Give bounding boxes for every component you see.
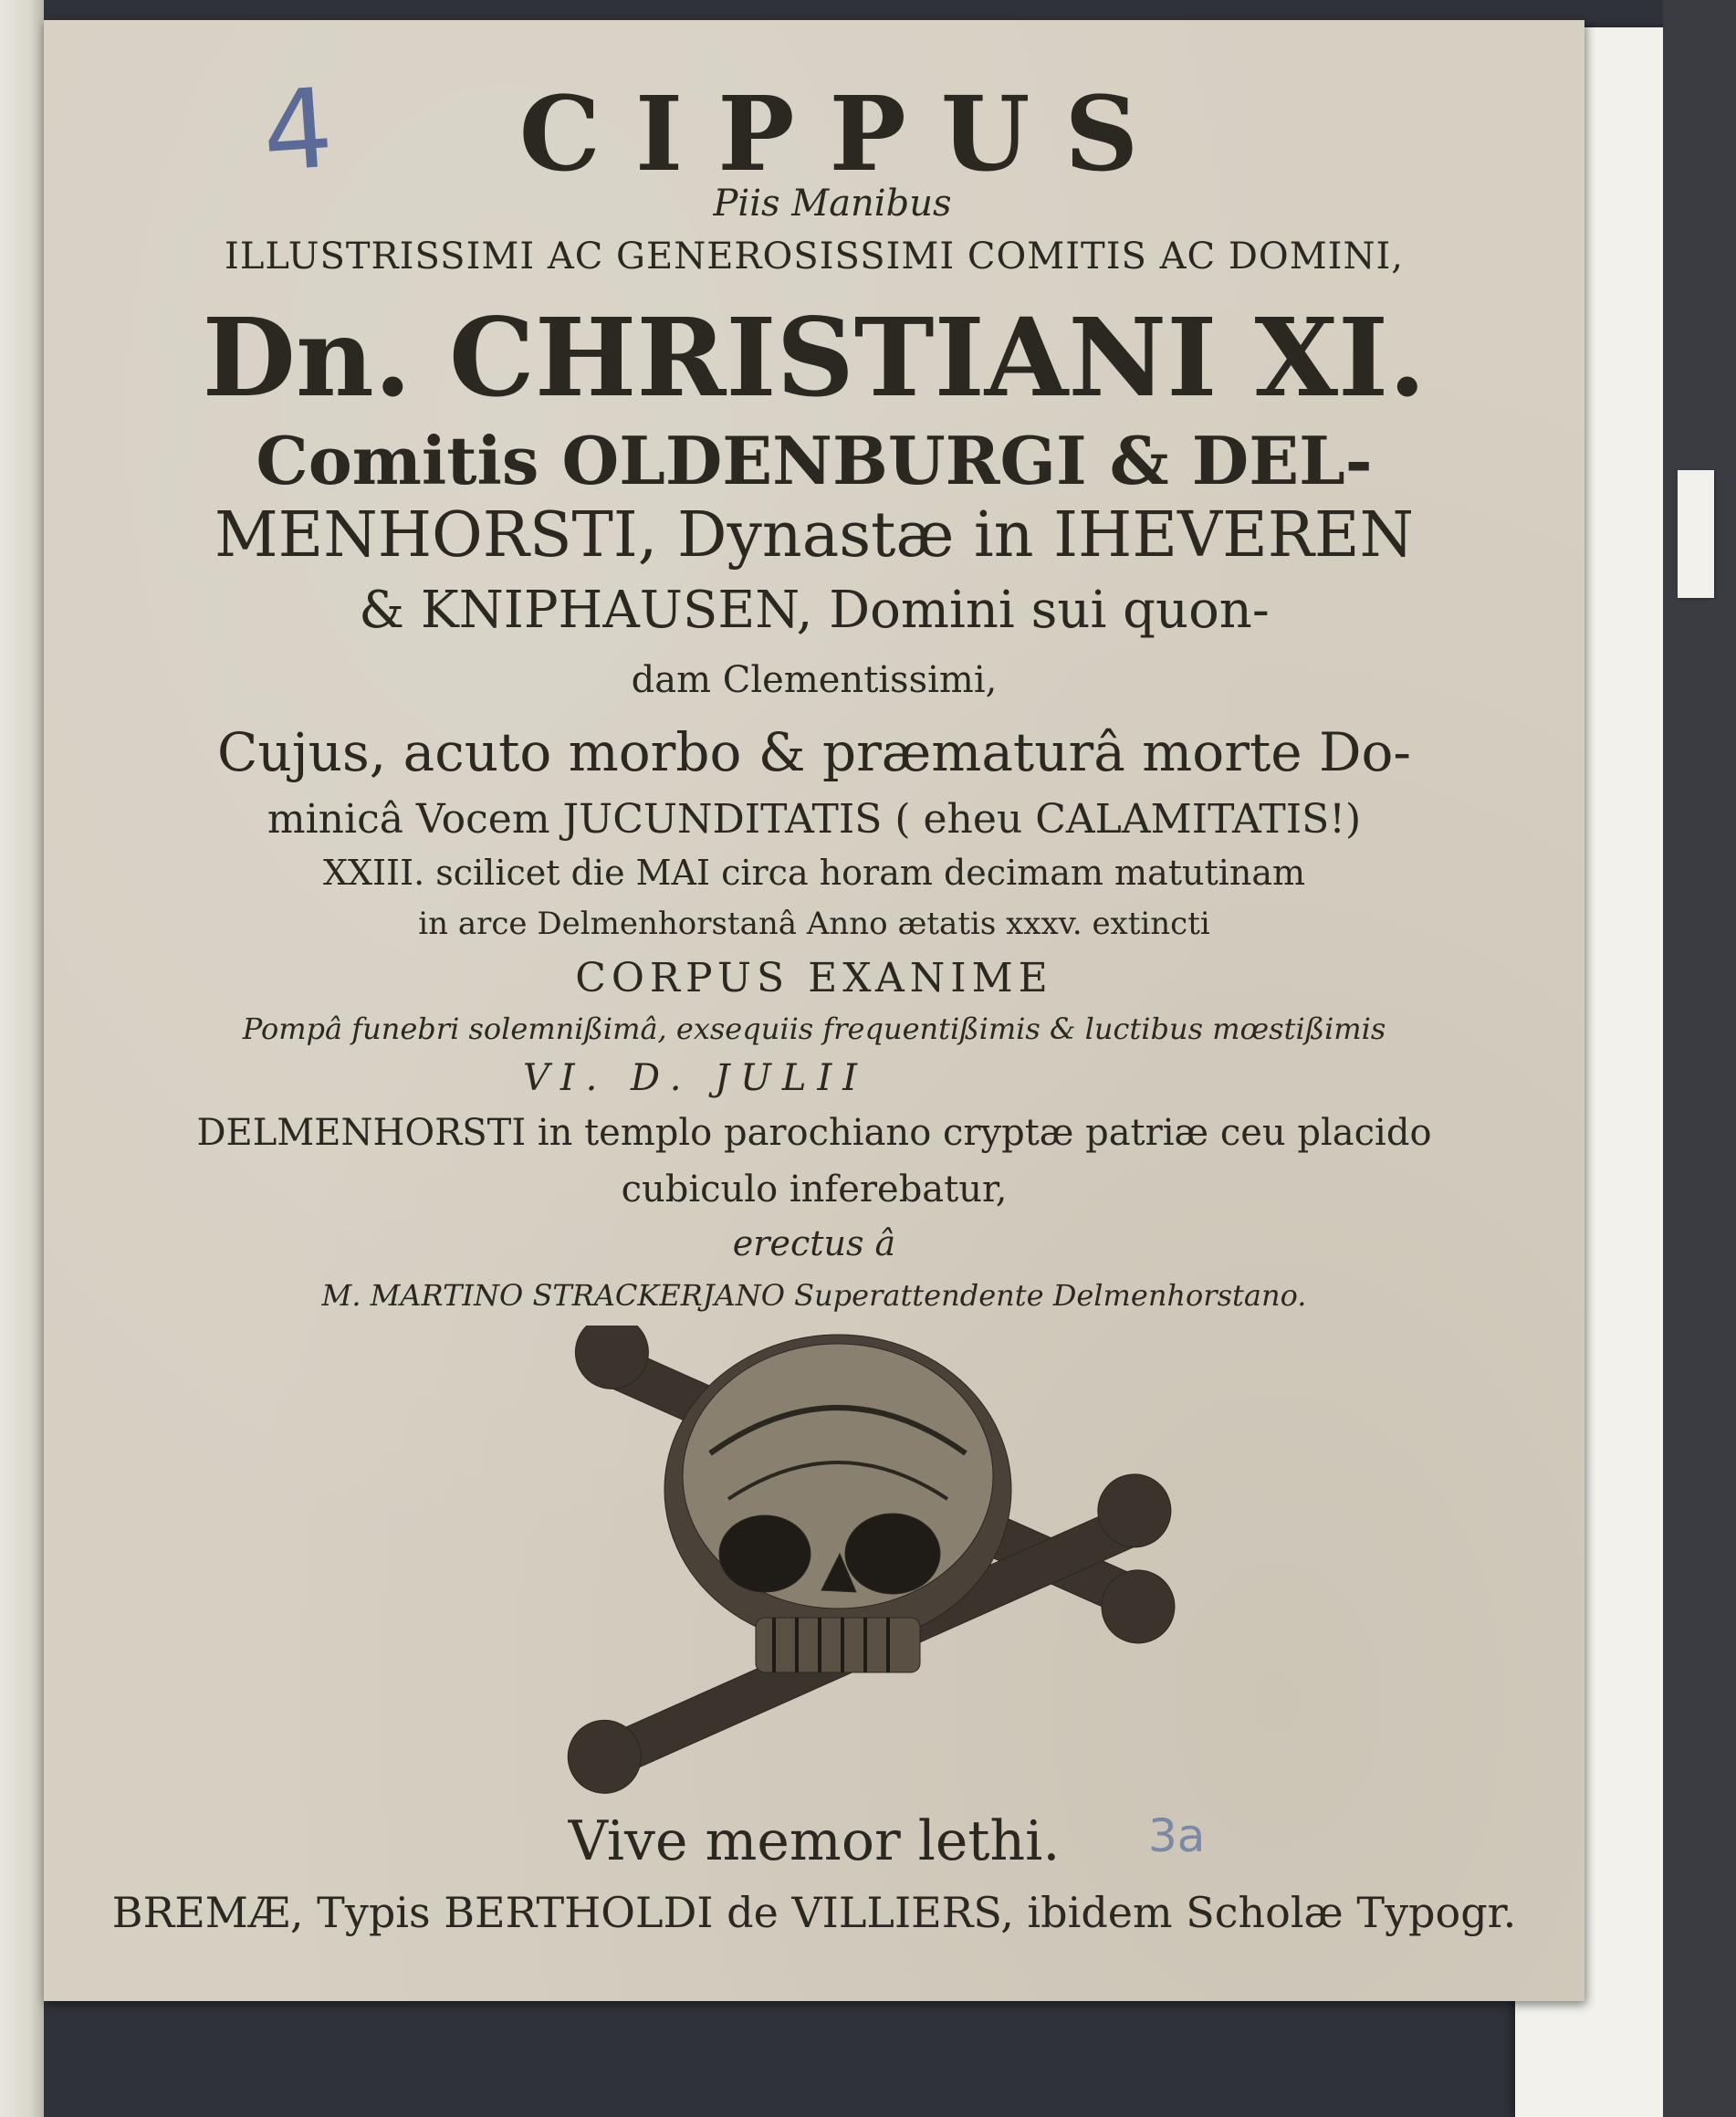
text-line-7: XXIII. scilicet die MAI circa horam decimam matutinam — [322, 853, 1306, 893]
person-name: Dn. CHRISTIANI XI. — [202, 294, 1427, 421]
text-line-5: Cujus, acuto morbo & præmaturâ morte Do- — [216, 721, 1412, 783]
title-page-sheet — [44, 20, 1584, 2001]
honorific: ILLUSTRISSIMI AC GENEROSISSIMI COMITIS AC DOMINI, — [225, 236, 1404, 278]
text-line-13: cubiculo inferebatur, — [621, 1169, 1008, 1210]
background-strip — [1663, 0, 1736, 2117]
dedication: Piis Manibus — [713, 183, 952, 225]
skull-crossbones-woodcut — [482, 1326, 1194, 1800]
title: CIPPUS — [518, 75, 1174, 194]
handwritten-folio-number: 4 — [258, 65, 338, 197]
mount-tab — [1678, 470, 1714, 598]
text-line-2: MENHORSTI, Dynastæ in IHEVEREN — [214, 499, 1415, 571]
text-line-11: VI. D. JULII — [522, 1057, 869, 1099]
text-line-4: dam Clementissimi, — [631, 659, 998, 701]
text-line-9: CORPUS EXANIME — [575, 955, 1053, 1001]
text-line-8: in arce Delmenhorstanâ Anno ætatis xxxv. extincti — [418, 906, 1210, 942]
text-line-12: DELMENHORSTI in templo parochiano cryptæ patriæ ceu placido — [196, 1112, 1432, 1154]
text-line-15: M. MARTINO STRACKERJANO Superattendente Delmenhorstano. — [321, 1278, 1307, 1313]
motto: Vive memor lethi. — [568, 1809, 1061, 1873]
text-line-1: Comitis OLDENBURGI & DEL- — [256, 422, 1373, 499]
page-stack-edge — [0, 0, 44, 2117]
text-line-14: erectus â — [732, 1223, 896, 1263]
imprint: BREMÆ, Typis BERTHOLDI de VILLIERS, ibidem Scholæ Typogr. — [111, 1888, 1517, 1937]
text-line-3: & KNIPHAUSEN, Domini sui quon- — [359, 581, 1270, 640]
handwritten-margin-note: 3a — [1148, 1809, 1206, 1862]
text-line-10: Pompâ funebri solemnißimâ, exsequiis frequentißimis & luctibus mœstißimis — [242, 1011, 1386, 1046]
text-line-6: minicâ Vocem JUCUNDITATIS ( eheu CALAMITATIS!) — [267, 796, 1362, 843]
